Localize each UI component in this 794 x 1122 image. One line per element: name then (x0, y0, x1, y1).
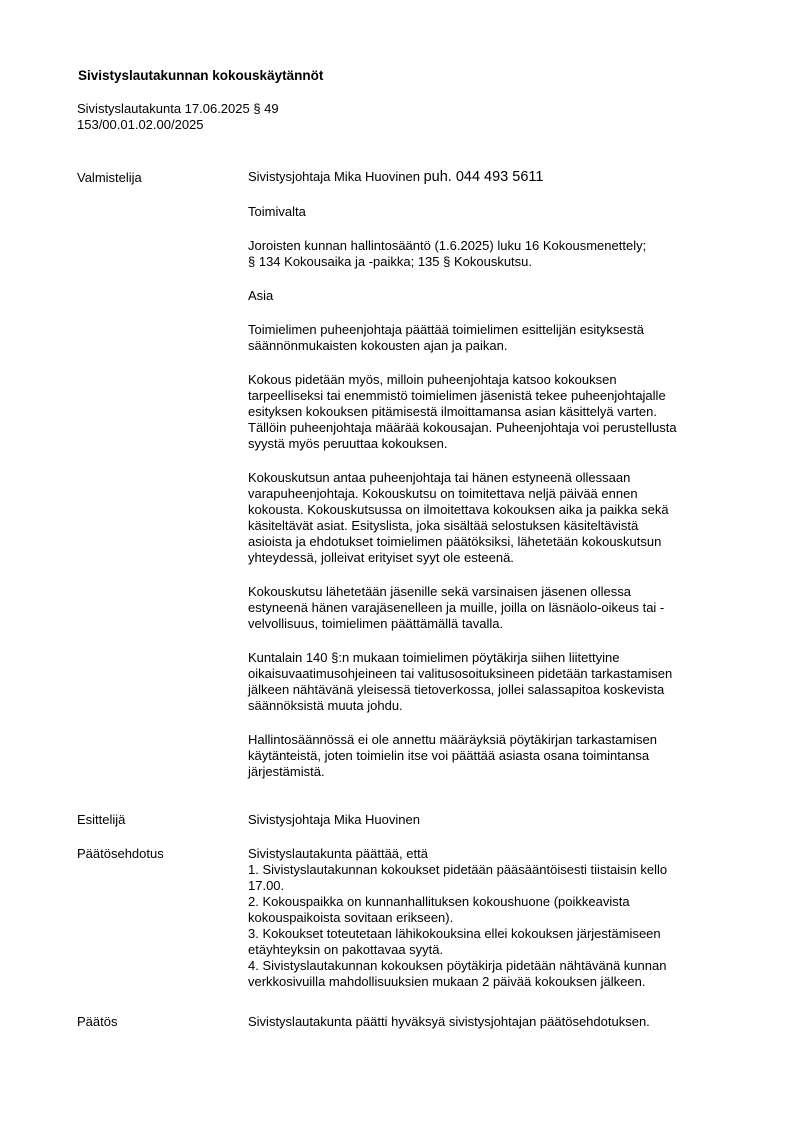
document-title: Sivistyslautakunnan kokouskäytännöt (78, 68, 324, 83)
text-line: esityksen kokouksen pitämisestä ilmoittamansa asian käsittelyä varten. (248, 404, 657, 419)
valmistelija-label: Valmistelija (77, 170, 142, 185)
text-line: Sivistyslautakunta päättää, että (248, 846, 428, 861)
paatos-label: Päätös (77, 1014, 118, 1029)
text-line: 4. Sivistyslautakunnan kokouksen pöytäkirja pidetään nähtävänä kunnan (248, 958, 667, 973)
text-line: säännöksistä muuta johdu. (248, 698, 403, 713)
esittelija-value: Sivistysjohtaja Mika Huovinen (248, 812, 420, 827)
paragraph-5 (248, 650, 738, 714)
document-meta (77, 101, 279, 133)
text-line: Toimielimen puheenjohtaja päättää toimielimen esittelijän esityksestä (248, 322, 644, 337)
paatosehdotus-content (248, 846, 738, 990)
text-line: oikaisuvaatimusohjeineen tai valitusosoituksineen pidetään tarkastamisen (248, 666, 673, 681)
preparer-name: Sivistysjohtaja Mika Huovinen (248, 169, 424, 184)
text-line: kokousta. Kokouskutsussa on ilmoitettava kokouksen aika ja paikka sekä (248, 502, 669, 517)
text-line: järjestämistä. (248, 764, 325, 779)
text-line: asioista ja ehdotukset toimielimen päätöksiksi, lähetetään kokouskutsun (248, 534, 662, 549)
text-line: 3. Kokoukset toteutetaan lähikokouksina ellei kokouksen järjestämiseen (248, 926, 661, 941)
text-line: velvollisuus, toimielimen päättämällä tavalla. (248, 616, 504, 631)
text-line: Joroisten kunnan hallintosääntö (1.6.2025) luku 16 Kokousmenettely; (248, 238, 647, 253)
text-line: 2. Kokouspaikka on kunnanhallituksen kokoushuone (poikkeavista (248, 894, 630, 909)
text-line: etäyhteyksin on pakottavaa syytä. (248, 942, 444, 957)
case-number: 153/00.01.02.00/2025 (77, 117, 204, 132)
paragraph-3 (248, 470, 738, 566)
asia-heading: Asia (248, 288, 274, 303)
text-line: 17.00. (248, 878, 285, 893)
text-line: Kuntalain 140 §:n mukaan toimielimen pöytäkirja siihen liitettyine (248, 650, 620, 665)
valmistelija-content (248, 169, 738, 203)
paragraph-6 (248, 732, 738, 780)
toimivalta-section (248, 204, 738, 780)
text-line: säännönmukaisten kokousten ajan ja paikan. (248, 338, 508, 353)
text-line: 1. Sivistyslautakunnan kokoukset pidetään pääsääntöisesti tiistaisin kello (248, 862, 668, 877)
text-line: jälkeen nähtävänä yleisessä tietoverkossa, jollei salassapitoa koskevista (248, 682, 665, 697)
text-line: käsiteltävät asiat. Esityslista, joka sisältää selostuksen käsiteltävistä (248, 518, 639, 533)
paatos-value: Sivistyslautakunta päätti hyväksyä sivistysjohtajan päätösehdotuksen. (248, 1014, 650, 1029)
text-line: estyneenä hänen varajäsenelleen ja muille, joilla on läsnäolo-oikeus tai - (248, 600, 665, 615)
text-line: kokouspaikoista sovitaan erikseen). (248, 910, 454, 925)
text-line: tarpeelliseksi tai enemmistö toimielimen jäsenistä tekee puheenjohtajalle (248, 388, 666, 403)
text-line: Hallintosäännössä ei ole annettu määräyksiä pöytäkirjan tarkastamisen (248, 732, 657, 747)
preparer-phone: puh. 044 493 5611 (423, 169, 544, 185)
meeting-reference: Sivistyslautakunta 17.06.2025 § 49 (77, 101, 279, 116)
text-line: yhteydessä, jolleivat erityiset syyt ole esteenä. (248, 550, 514, 565)
paragraph-1 (248, 322, 738, 354)
text-line: varapuheenjohtaja. Kokouskutsu on toimitettava neljä päivää ennen (248, 486, 638, 501)
text-line: Kokouskutsu lähetetään jäsenille sekä varsinaisen jäsenen ollessa (248, 584, 632, 599)
text-line: Tällöin puheenjohtaja määrää kokousajan. Puheenjohtaja voi perustellusta (248, 420, 677, 435)
text-line: Kokouskutsun antaa puheenjohtaja tai hänen estyneenä ollessaan (248, 470, 631, 485)
paragraph-2 (248, 372, 738, 452)
text-line: verkkosivuilla mahdollisuuksien mukaan 2 päivää kokouksen jälkeen. (248, 974, 646, 989)
text-line: syystä myös peruuttaa kokouksen. (248, 436, 448, 451)
toimivalta-text (248, 238, 738, 270)
text-line: Kokous pidetään myös, milloin puheenjohtaja katsoo kokouksen (248, 372, 617, 387)
toimivalta-heading: Toimivalta (248, 204, 306, 219)
paatosehdotus-label: Päätösehdotus (77, 846, 164, 861)
paragraph-4 (248, 584, 738, 632)
text-line: käytänteistä, joten toimielin itse voi päättää asiasta osana toimintansa (248, 748, 650, 763)
preparer-line (248, 169, 738, 185)
text-line: § 134 Kokousaika ja -paikka; 135 § Kokouskutsu. (248, 254, 533, 269)
esittelija-label: Esittelijä (77, 812, 126, 827)
